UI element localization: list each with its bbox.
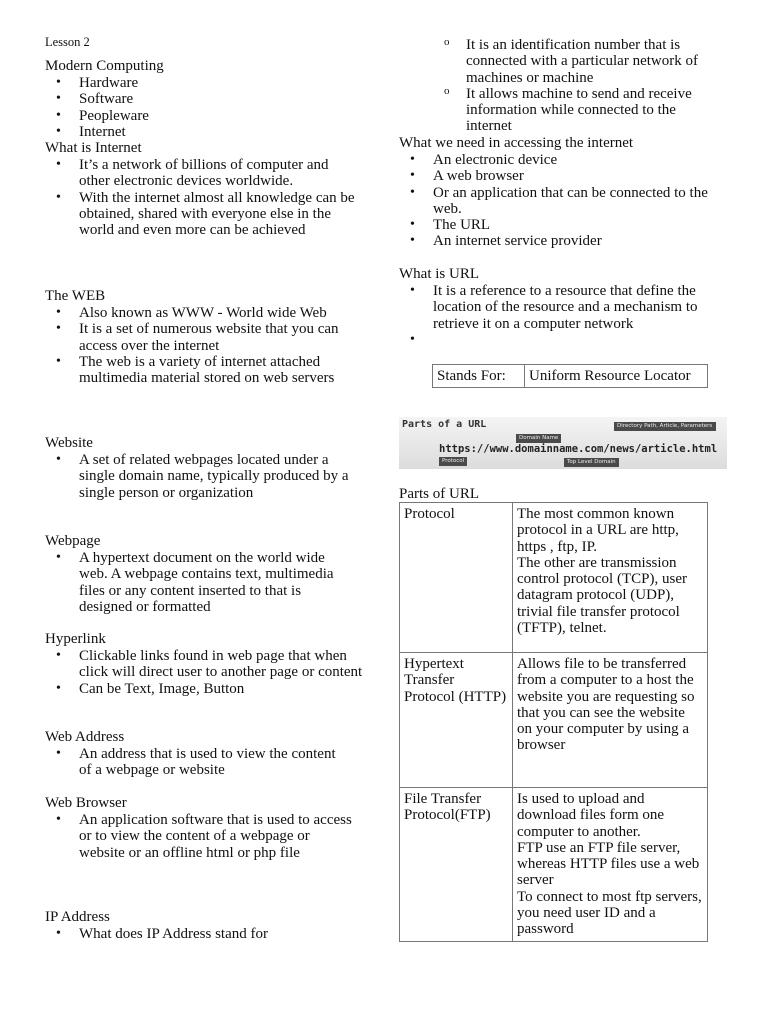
list-ip-subitems: [440, 37, 710, 135]
list-item: • With the internet almost all knowledge can be obtained, shared with everyone else in the world and even more can be achieved: [45, 190, 360, 239]
list-item: • It is a set of numerous website that you can access over the internet: [45, 321, 365, 354]
stands-for-table: [432, 364, 708, 388]
list-webpage: [45, 550, 345, 615]
list-item: • A hypertext document on the world wide web. A webpage contains text, multimedia files or any content inserted to that is designed or formatted: [45, 550, 345, 615]
directory-path-tag: Directory Path, Article, Parameters: [614, 422, 716, 431]
list-item: • A web browser: [399, 168, 719, 184]
list-item-empty: [399, 332, 711, 348]
list-hyperlink: [45, 648, 365, 697]
heading-hyperlink: Hyperlink: [45, 631, 106, 647]
list-what-is-internet: [45, 157, 360, 238]
list-modern-computing: [45, 75, 365, 140]
list-item: • The web is a variety of internet attached multimedia material stored on web servers: [45, 354, 365, 387]
table-cell-term: Protocol: [400, 503, 513, 653]
heading-parts-of-url: Parts of URL: [399, 486, 479, 502]
stands-for-value: Uniform Resource Locator: [525, 365, 708, 388]
table-cell-desc: The most common known protocol in a URL are http, https , ftp, IP. The other are transmission control protocol (TCP), user datagram protocol (UDP), trivial file transfer protocol (TFTP), telnet.: [513, 503, 708, 653]
list-item: • An internet service provider: [399, 233, 719, 249]
heading-web-address: Web Address: [45, 729, 125, 745]
list-item: • What does IP Address stand for: [45, 926, 365, 942]
list-item: • An electronic device: [399, 152, 719, 168]
table-cell-term: File Transfer Protocol(FTP): [400, 788, 513, 942]
heading-website: Website: [45, 435, 93, 451]
list-item: • Software: [45, 91, 365, 107]
list-item: • An address that is used to view the content of a webpage or website: [45, 746, 345, 779]
url-example: https://www.domainname.com/news/article.html: [439, 443, 718, 455]
list-item: • Clickable links found in web page that when click will direct user to another page or content: [45, 648, 365, 681]
list-item: • It’s a network of billions of computer and other electronic devices worldwide.: [45, 157, 360, 190]
list-item: o It is an identification number that is connected with a particular network of machines or machine: [440, 37, 710, 86]
heading-ip-address: IP Address: [45, 909, 110, 925]
list-web-browser: [45, 812, 357, 861]
list-web-address: [45, 746, 345, 779]
table-row: [400, 653, 708, 788]
table-row: [400, 503, 708, 653]
list-website: [45, 452, 357, 501]
heading-what-is-url: What is URL: [399, 266, 479, 282]
list-item: • Also known as WWW - World wide Web: [45, 305, 365, 321]
list-item: • A set of related webpages located under a single domain name, typically produced by a single person or organization: [45, 452, 357, 501]
top-level-domain-tag: Top Level Domain: [564, 458, 619, 467]
heading-webpage: Webpage: [45, 533, 101, 549]
parts-of-url-image: [399, 417, 727, 469]
list-what-we-need: [399, 152, 719, 250]
list-item: • It is a reference to a resource that define the location of the resource and a mechanism to retrieve it on a computer network: [399, 283, 711, 332]
heading-what-is-internet: What is Internet: [45, 140, 142, 156]
list-ip-address: [45, 926, 365, 942]
protocol-tag: Protocol: [439, 457, 467, 466]
heading-web-browser: Web Browser: [45, 795, 127, 811]
url-image-title: Parts of a URL: [402, 419, 487, 430]
list-item: • Internet: [45, 124, 365, 140]
list-item: • Hardware: [45, 75, 365, 91]
lesson-label: Lesson 2: [45, 35, 90, 49]
table-row: [400, 788, 708, 942]
parts-of-url-table: [399, 502, 708, 942]
table-cell-term: Hypertext Transfer Protocol (HTTP): [400, 653, 513, 788]
heading-modern-computing: Modern Computing: [45, 58, 164, 74]
list-item: • Peopleware: [45, 108, 365, 124]
list-what-is-url: [399, 283, 711, 348]
list-item: • Can be Text, Image, Button: [45, 681, 365, 697]
list-the-web: [45, 305, 365, 386]
list-item: • The URL: [399, 217, 719, 233]
stands-for-label: Stands For:: [433, 365, 525, 388]
list-item: • Or an application that can be connected to the web.: [399, 185, 719, 218]
table-cell-desc: Is used to upload and download files form one computer to another. FTP use an FTP file server, whereas HTTP files use a web server To connect to most ftp servers, you need user ID and a password: [513, 788, 708, 942]
heading-what-we-need: What we need in accessing the internet: [399, 135, 634, 151]
table-cell-desc: Allows file to be transferred from a computer to a host the website you are requesting so that you can see the website on your computer by using a browser: [513, 653, 708, 788]
list-item: • An application software that is used to access or to view the content of a webpage or website or an offline html or php file: [45, 812, 357, 861]
list-item: o It allows machine to send and receive information while connected to the internet: [440, 86, 710, 135]
heading-the-web: The WEB: [45, 288, 106, 304]
domain-name-tag: Domain Name: [516, 434, 561, 443]
